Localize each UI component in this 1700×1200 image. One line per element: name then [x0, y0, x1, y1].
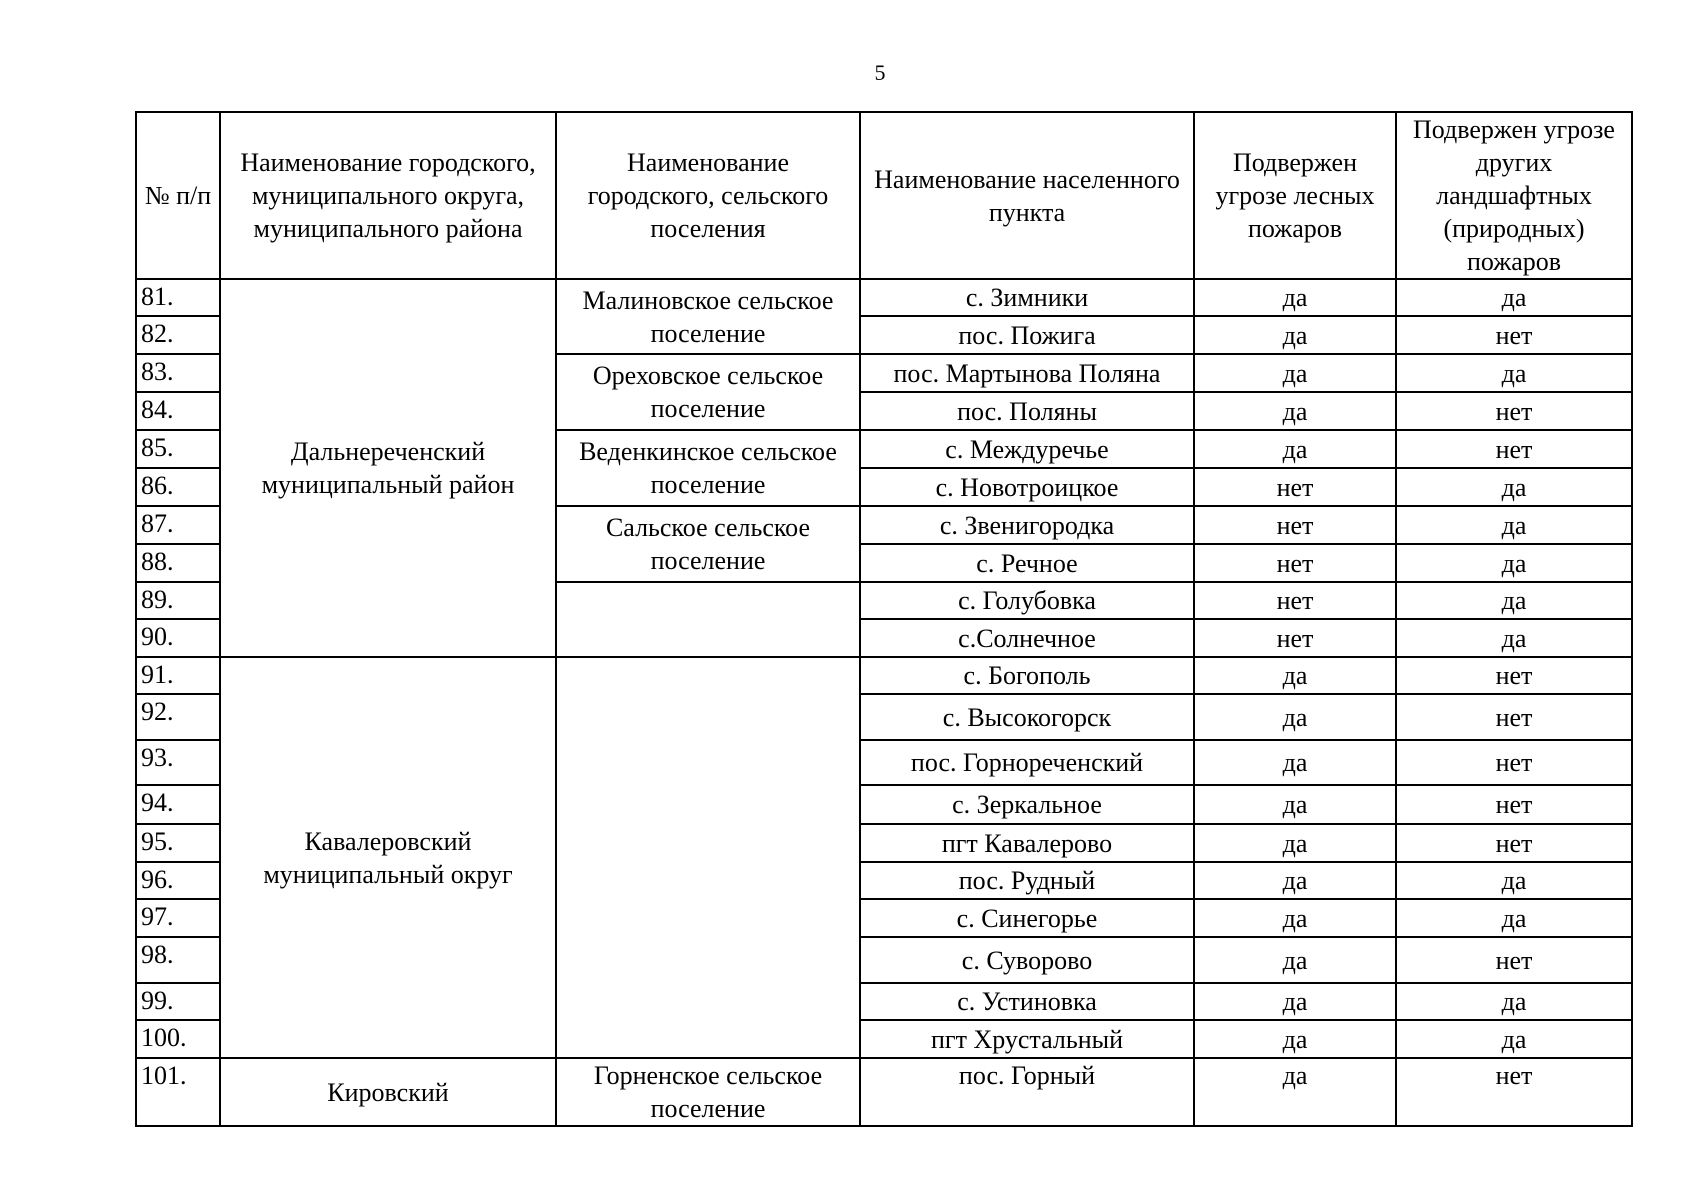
forest-cell: нет [1194, 544, 1396, 582]
row-num: 92. [136, 694, 220, 740]
row-num: 100. [136, 1020, 220, 1058]
landscape-cell: нет [1396, 785, 1632, 824]
settlement-cell: Горненское сельское поселение [556, 1058, 860, 1126]
locality-cell: с. Богополь [860, 657, 1194, 694]
settlement-cell-empty [556, 582, 860, 657]
landscape-cell: нет [1396, 657, 1632, 694]
row-num: 89. [136, 582, 220, 619]
row-num: 90. [136, 619, 220, 657]
locality-cell: пос. Рудный [860, 862, 1194, 899]
locality-cell: с. Речное [860, 544, 1194, 582]
landscape-cell: нет [1396, 824, 1632, 862]
landscape-cell: нет [1396, 430, 1632, 468]
landscape-cell: нет [1396, 392, 1632, 430]
landscape-cell: да [1396, 899, 1632, 937]
forest-cell: да [1194, 862, 1396, 899]
landscape-cell: нет [1396, 740, 1632, 785]
row-num: 98. [136, 937, 220, 983]
row-num: 81. [136, 279, 220, 316]
forest-cell: да [1194, 430, 1396, 468]
locality-cell: пгт Хрустальный [860, 1020, 1194, 1058]
forest-cell: нет [1194, 468, 1396, 506]
locality-cell: с. Синегорье [860, 899, 1194, 937]
forest-cell: да [1194, 392, 1396, 430]
landscape-cell: да [1396, 619, 1632, 657]
row-num: 88. [136, 544, 220, 582]
forest-cell: да [1194, 983, 1396, 1020]
district-cell: Кировский [220, 1058, 556, 1126]
landscape-cell: да [1396, 544, 1632, 582]
forest-cell: да [1194, 1020, 1396, 1058]
row-num: 83. [136, 354, 220, 392]
header-locality: Наименование населенного пункта [860, 112, 1194, 279]
row-num: 86. [136, 468, 220, 506]
row-num: 93. [136, 740, 220, 785]
district-cell: Кавалеровский муниципальный округ [220, 657, 556, 1058]
locality-cell: с. Междуречье [860, 430, 1194, 468]
row-num: 97. [136, 899, 220, 937]
table-row [136, 279, 1632, 316]
locality-cell: с. Зеркальное [860, 785, 1194, 824]
page-number: 5 [874, 60, 886, 85]
forest-cell: да [1194, 657, 1396, 694]
settlements-table [135, 111, 1633, 1127]
locality-cell: пос. Горный [860, 1058, 1194, 1126]
row-num: 91. [136, 657, 220, 694]
forest-cell: да [1194, 279, 1396, 316]
forest-cell: да [1194, 1058, 1396, 1126]
locality-cell: с.Солнечное [860, 619, 1194, 657]
settlement-cell-empty [556, 657, 860, 1058]
locality-cell: с. Устиновка [860, 983, 1194, 1020]
row-num: 96. [136, 862, 220, 899]
locality-cell: с. Новотроицкое [860, 468, 1194, 506]
forest-cell: нет [1194, 582, 1396, 619]
landscape-cell: да [1396, 582, 1632, 619]
landscape-cell: да [1396, 468, 1632, 506]
forest-cell: да [1194, 354, 1396, 392]
table-header-row [136, 112, 1632, 279]
settlement-cell: Ореховское сельское поселение [556, 354, 860, 430]
row-num: 94. [136, 785, 220, 824]
landscape-cell: нет [1396, 1058, 1632, 1126]
locality-cell: пос. Поляны [860, 392, 1194, 430]
locality-cell: с. Суворово [860, 937, 1194, 983]
forest-cell: нет [1194, 619, 1396, 657]
table-row [136, 657, 1632, 694]
row-num: 85. [136, 430, 220, 468]
landscape-cell: да [1396, 354, 1632, 392]
landscape-cell: да [1396, 1020, 1632, 1058]
row-num: 95. [136, 824, 220, 862]
header-settlement: Наименование городского, сельского поселения [556, 112, 860, 279]
settlement-cell: Сальское сельское поселение [556, 506, 860, 582]
forest-cell: да [1194, 937, 1396, 983]
district-cell: Дальнереченский муниципальный район [220, 279, 556, 657]
landscape-cell: нет [1396, 316, 1632, 354]
landscape-cell: нет [1396, 694, 1632, 740]
landscape-cell: да [1396, 862, 1632, 899]
locality-cell: с. Высокогорск [860, 694, 1194, 740]
locality-cell: пос. Горнореченский [860, 740, 1194, 785]
row-num: 82. [136, 316, 220, 354]
forest-cell: да [1194, 694, 1396, 740]
table-row [136, 1058, 1632, 1126]
landscape-cell: да [1396, 983, 1632, 1020]
forest-cell: да [1194, 785, 1396, 824]
forest-cell: нет [1194, 506, 1396, 544]
settlement-cell: Малиновское сельское поселение [556, 279, 860, 354]
locality-cell: пгт Кавалерово [860, 824, 1194, 862]
locality-cell: пос. Пожига [860, 316, 1194, 354]
row-num: 87. [136, 506, 220, 544]
locality-cell: с. Звенигородка [860, 506, 1194, 544]
row-num: 84. [136, 392, 220, 430]
header-landscape: Подвержен угрозе других ландшафтных (природных) пожаров [1396, 112, 1632, 279]
header-district: Наименование городского, муниципального округа, муниципального района [220, 112, 556, 279]
forest-cell: да [1194, 316, 1396, 354]
landscape-cell: да [1396, 279, 1632, 316]
locality-cell: с. Голубовка [860, 582, 1194, 619]
header-num: № п/п [136, 112, 220, 279]
landscape-cell: да [1396, 506, 1632, 544]
settlement-cell: Веденкинское сельское поселение [556, 430, 860, 506]
row-num: 99. [136, 983, 220, 1020]
forest-cell: да [1194, 899, 1396, 937]
forest-cell: да [1194, 824, 1396, 862]
header-forest: Подвержен угрозе лесных пожаров [1194, 112, 1396, 279]
landscape-cell: нет [1396, 937, 1632, 983]
forest-cell: да [1194, 740, 1396, 785]
row-num: 101. [136, 1058, 220, 1126]
locality-cell: с. Зимники [860, 279, 1194, 316]
locality-cell: пос. Мартынова Поляна [860, 354, 1194, 392]
